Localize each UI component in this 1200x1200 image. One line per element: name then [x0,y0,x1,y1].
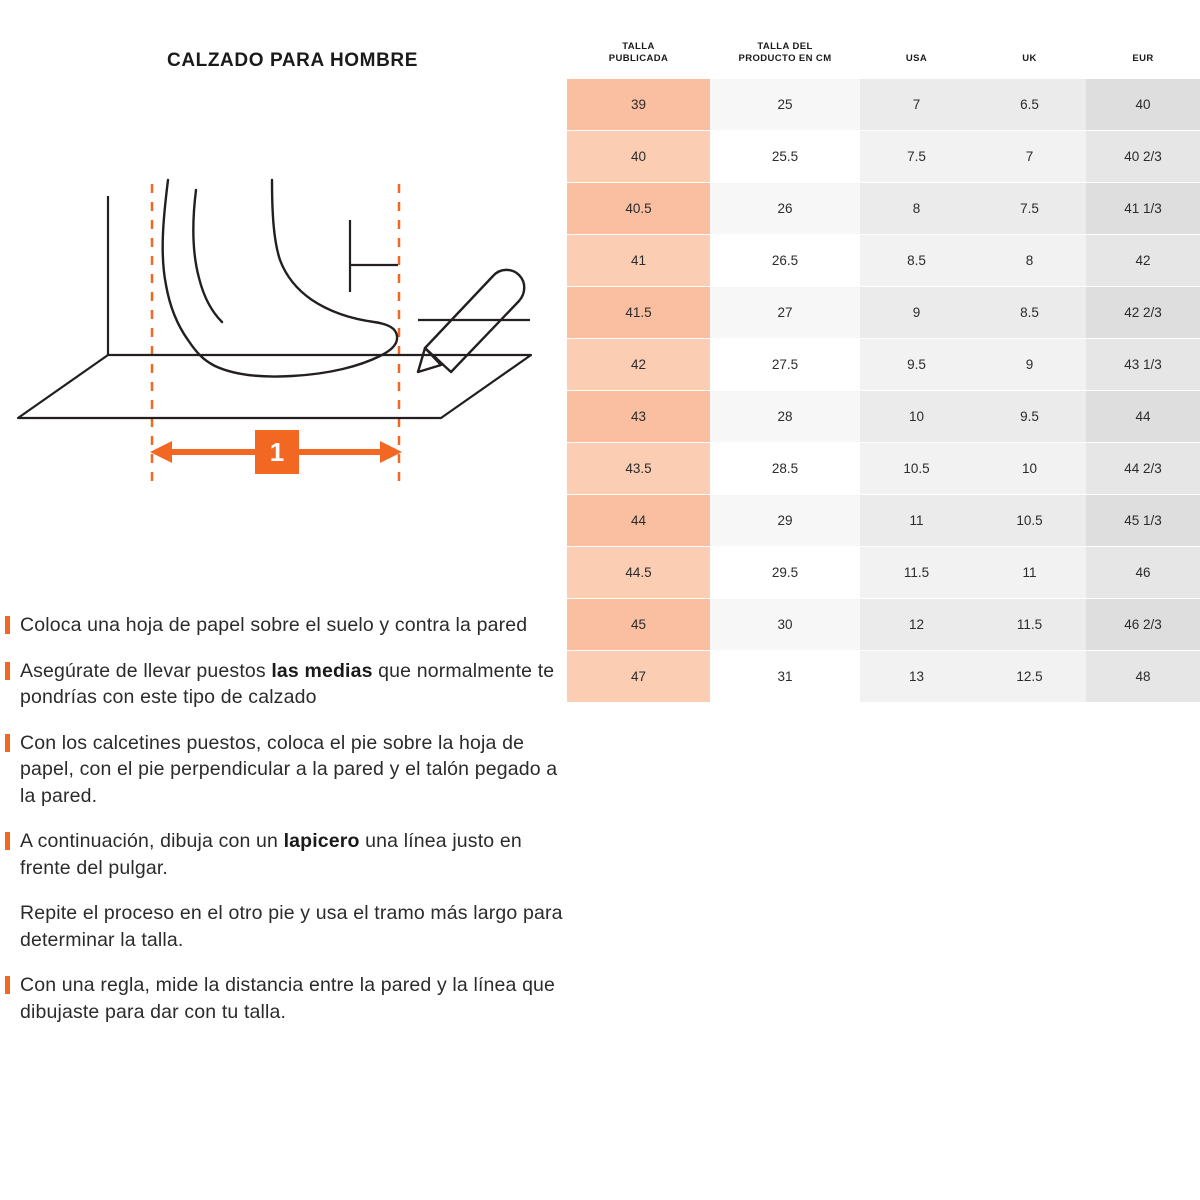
table-cell: 47 [567,651,710,703]
table-cell: 9.5 [973,391,1086,443]
table-row [567,547,1200,599]
table-row [567,651,1200,703]
instruction-text: Coloca una hoja de papel sobre el suelo y contra la pared [20,614,528,636]
table-row [567,79,1200,131]
instruction-text: Con una regla, mide la distancia entre la pared y la línea que dibujaste para dar con tu talla. [20,974,556,1023]
table-header [567,33,1200,79]
table-cell: 25 [710,79,860,131]
table-cell: 44 2/3 [1086,443,1200,495]
table-cell: 29.5 [710,547,860,599]
table-cell: 11.5 [860,547,973,599]
table-cell: 42 [1086,235,1200,287]
table-cell: 7 [973,131,1086,183]
foot-measuring-diagram [0,160,575,520]
table-cell: 7 [860,79,973,131]
table-cell: 10 [973,443,1086,495]
table-column-header: EUR [1086,33,1200,79]
table-cell: 12 [860,599,973,651]
table-cell: 43 [567,391,710,443]
table-cell: 9 [973,339,1086,391]
foot-outline [163,180,397,377]
table-cell: 44 [567,495,710,547]
table-cell: 44.5 [567,547,710,599]
table-row [567,391,1200,443]
table-cell: 26 [710,183,860,235]
table-cell: 40.5 [567,183,710,235]
table-column-header: TALLA DEL PRODUCTO EN CM [710,33,860,79]
table-cell: 45 1/3 [1086,495,1200,547]
table-cell: 40 [1086,79,1200,131]
bullet-marker [5,734,10,752]
table-cell: 29 [710,495,860,547]
table-body [567,79,1200,703]
paper-sheet [18,355,531,418]
table-cell: 43 1/3 [1086,339,1200,391]
table-cell: 45 [567,599,710,651]
instruction-item [0,612,575,639]
instruction-item [0,972,575,1025]
table-cell: 42 [567,339,710,391]
table-cell: 31 [710,651,860,703]
instruction-text: A continuación, dibuja con un lapicero una línea justo en frente del pulgar. [20,830,522,879]
table-cell: 13 [860,651,973,703]
table-row [567,183,1200,235]
table-cell: 8 [973,235,1086,287]
instruction-item [0,730,575,810]
bullet-marker [5,976,10,994]
table-cell: 8.5 [860,235,973,287]
table-cell: 10 [860,391,973,443]
table-cell: 11 [973,547,1086,599]
table-cell: 43.5 [567,443,710,495]
size-guide-left-panel [0,0,575,1200]
leg-lines [350,220,398,292]
table-row [567,235,1200,287]
table-cell: 40 [567,131,710,183]
size-conversion-table [567,33,1200,703]
table-cell: 46 2/3 [1086,599,1200,651]
table-row [567,339,1200,391]
table-cell: 41 [567,235,710,287]
table-cell: 6.5 [973,79,1086,131]
table-header-row [567,33,1200,79]
table-row [567,599,1200,651]
table-cell: 9 [860,287,973,339]
table-cell: 8 [860,183,973,235]
table-cell: 10.5 [860,443,973,495]
table-row [567,443,1200,495]
table-cell: 27.5 [710,339,860,391]
page-title: CALZADO PARA HOMBRE [167,50,418,71]
bullet-marker [5,662,10,680]
table-cell: 28.5 [710,443,860,495]
instruction-text: Asegúrate de llevar puestos las medias que normalmente te pondrías con este tipo de calzado [20,659,555,709]
table-cell: 8.5 [973,287,1086,339]
table-cell: 9.5 [860,339,973,391]
table-cell: 40 2/3 [1086,131,1200,183]
table-cell: 11 [860,495,973,547]
measurement-arrow [150,430,402,474]
table-cell: 44 [1086,391,1200,443]
bullet-marker [5,616,10,634]
table-column-header: UK [973,33,1086,79]
instructions-list [0,612,575,1044]
table-cell: 46 [1086,547,1200,599]
table-cell: 41 1/3 [1086,183,1200,235]
table-cell: 26.5 [710,235,860,287]
table-cell: 10.5 [973,495,1086,547]
table-cell: 12.5 [973,651,1086,703]
measurement-label: 1 [269,437,285,467]
table-cell: 11.5 [973,599,1086,651]
table-cell: 30 [710,599,860,651]
table-cell: 28 [710,391,860,443]
table-row [567,495,1200,547]
table-cell: 27 [710,287,860,339]
table-cell: 7.5 [860,131,973,183]
instruction-item [0,658,575,711]
table-column-header: USA [860,33,973,79]
instruction-text: Con los calcetines puestos, coloca el pie sobre la hoja de papel, con el pie perpendicular a la pared y el talón pegado a la pared. [20,731,558,807]
table-cell: 25.5 [710,131,860,183]
instruction-text: Repite el proceso en el otro pie y usa el tramo más largo para determinar la talla. [20,902,563,951]
table-row [567,131,1200,183]
table-cell: 7.5 [973,183,1086,235]
instruction-item [0,900,575,953]
table-cell: 41.5 [567,287,710,339]
table-column-header: TALLA PUBLICADA [567,33,710,79]
table-cell: 48 [1086,651,1200,703]
table-row [567,287,1200,339]
table-cell: 39 [567,79,710,131]
table-cell: 42 2/3 [1086,287,1200,339]
instruction-item [0,828,575,881]
bullet-marker [5,832,10,850]
